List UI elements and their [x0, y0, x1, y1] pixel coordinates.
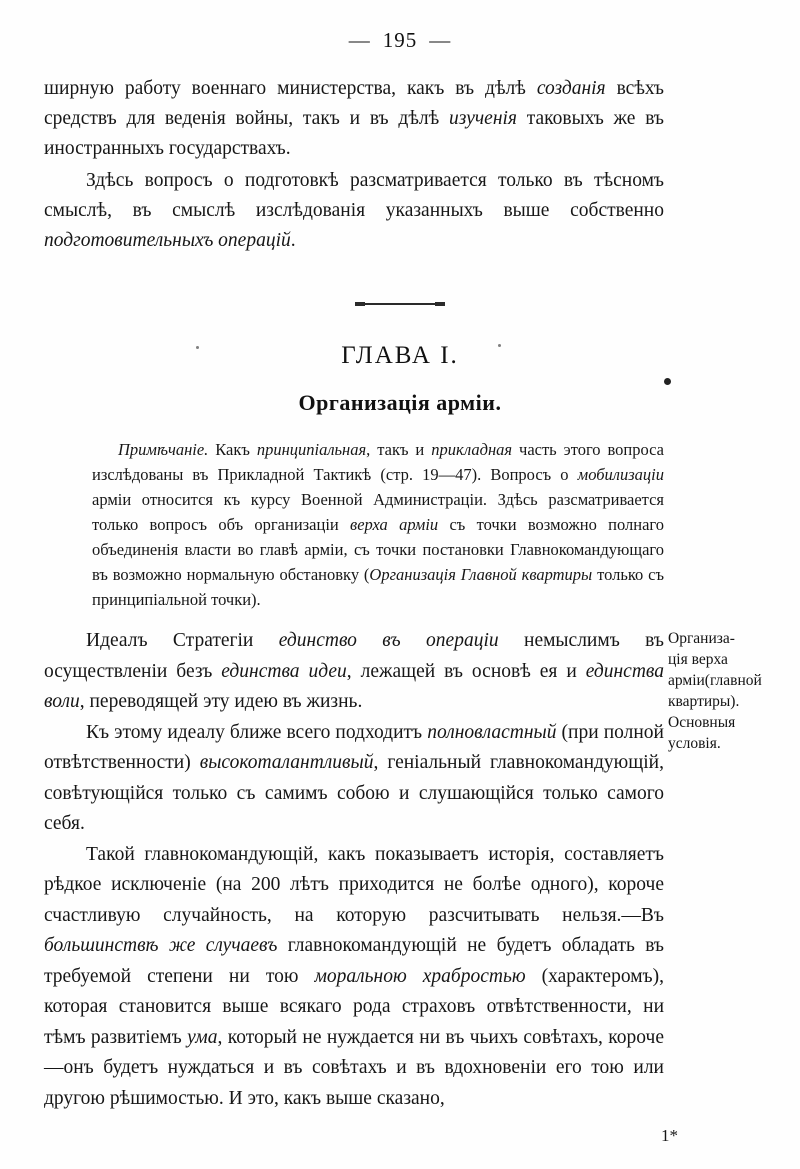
- page-number: 195: [382, 28, 418, 52]
- chapter-subtitle: Организація арміи.: [298, 390, 502, 415]
- note-label: Примѣчаніе.: [118, 440, 209, 459]
- marginal-note-line-1: Организа-: [668, 630, 735, 647]
- paragraph-top-2: Здѣсь вопросъ о подготовкѣ разсматривается только въ тѣсномъ смыслѣ, въ смыслѣ изслѣдованія указанныхъ выше собственно подготовительныхъ операцій.: [44, 170, 664, 251]
- chapter-title: ГЛАВА I.: [341, 342, 459, 369]
- dash-left: —: [348, 28, 371, 52]
- dash-right: —: [429, 28, 452, 52]
- section-divider: [0, 292, 800, 310]
- marginal-note-line-3: арміи(главной квартиры). Основныя условія.: [668, 672, 762, 752]
- stray-mark-2: [498, 344, 501, 347]
- stray-mark-1: [196, 346, 199, 349]
- paragraph-body-1: Идеалъ Стратегіи единство въ операціи немыслимъ въ осуществленіи безъ единства идеи, лежащей въ основѣ ея и единства воли, переводящей эту идею въ жизнь.: [44, 630, 664, 712]
- note-text: Какъ принципіальная, такъ и прикладная часть этого вопроса изслѣдованы въ Прикладной Тактикѣ (стр. 19—47). Вопросъ о мобилизаціи арміи относится къ курсу Военной Администраціи. Здѣсь разсматривается только вопросъ объ организаціи верха арміи съ точки возможно полнаго объединенія власти во главѣ арміи, съ точки постановки Главнокомандующаго въ возможно нормальную обстановку (Организація Главной квартиры только съ принципіальной точки).: [92, 440, 665, 609]
- body-text-block: [44, 626, 664, 1114]
- signature-mark: 1*: [661, 1126, 678, 1145]
- margin-dot-mark: [664, 378, 671, 385]
- divider-rule: [357, 303, 443, 305]
- paragraph-body-2: Къ этому идеалу ближе всего подходитъ полновластный (при полной отвѣтственности) высокоталантливый, геніальный главнокомандующій, совѣтующійся только съ самимъ собою и слушающійся только самого себя.: [44, 721, 664, 834]
- paragraph-top-1: ширную работу военнаго министерства, какъ въ дѣлѣ созданія всѣхъ средствъ для веденія войны, такъ и въ дѣлѣ изученія таковыхъ же въ иностранныхъ государствахъ.: [44, 78, 664, 159]
- paragraph-body-3: Такой главнокомандующій, какъ показываетъ исторія, составляетъ рѣдкое исключеніе (на 200 лѣтъ приходится не болѣе одного), короче счастливую случайность, на которую разсчитывать нельзя.—Въ большинствѣ же случаевъ главнокомандующій не будетъ обладать въ требуемой степени ни тою моральною храбростью (характеромъ), которая становится выше всякаго рода страховъ отвѣтственности, ни тѣмъ развитіемъ ума, который не нуждается ни въ чьихъ совѣтахъ, короче—онъ будетъ нуждаться и въ совѣтахъ и въ вдохновеніи его тою или другою рѣшимостью. И это, какъ выше сказано,: [44, 843, 665, 1109]
- note-block: [92, 437, 664, 612]
- marginal-note-line-2: ція верха: [668, 651, 728, 668]
- top-text-block: [44, 74, 664, 256]
- marginal-note: [668, 628, 780, 754]
- note-paragraph: [92, 437, 664, 612]
- page-number-header: [0, 28, 800, 53]
